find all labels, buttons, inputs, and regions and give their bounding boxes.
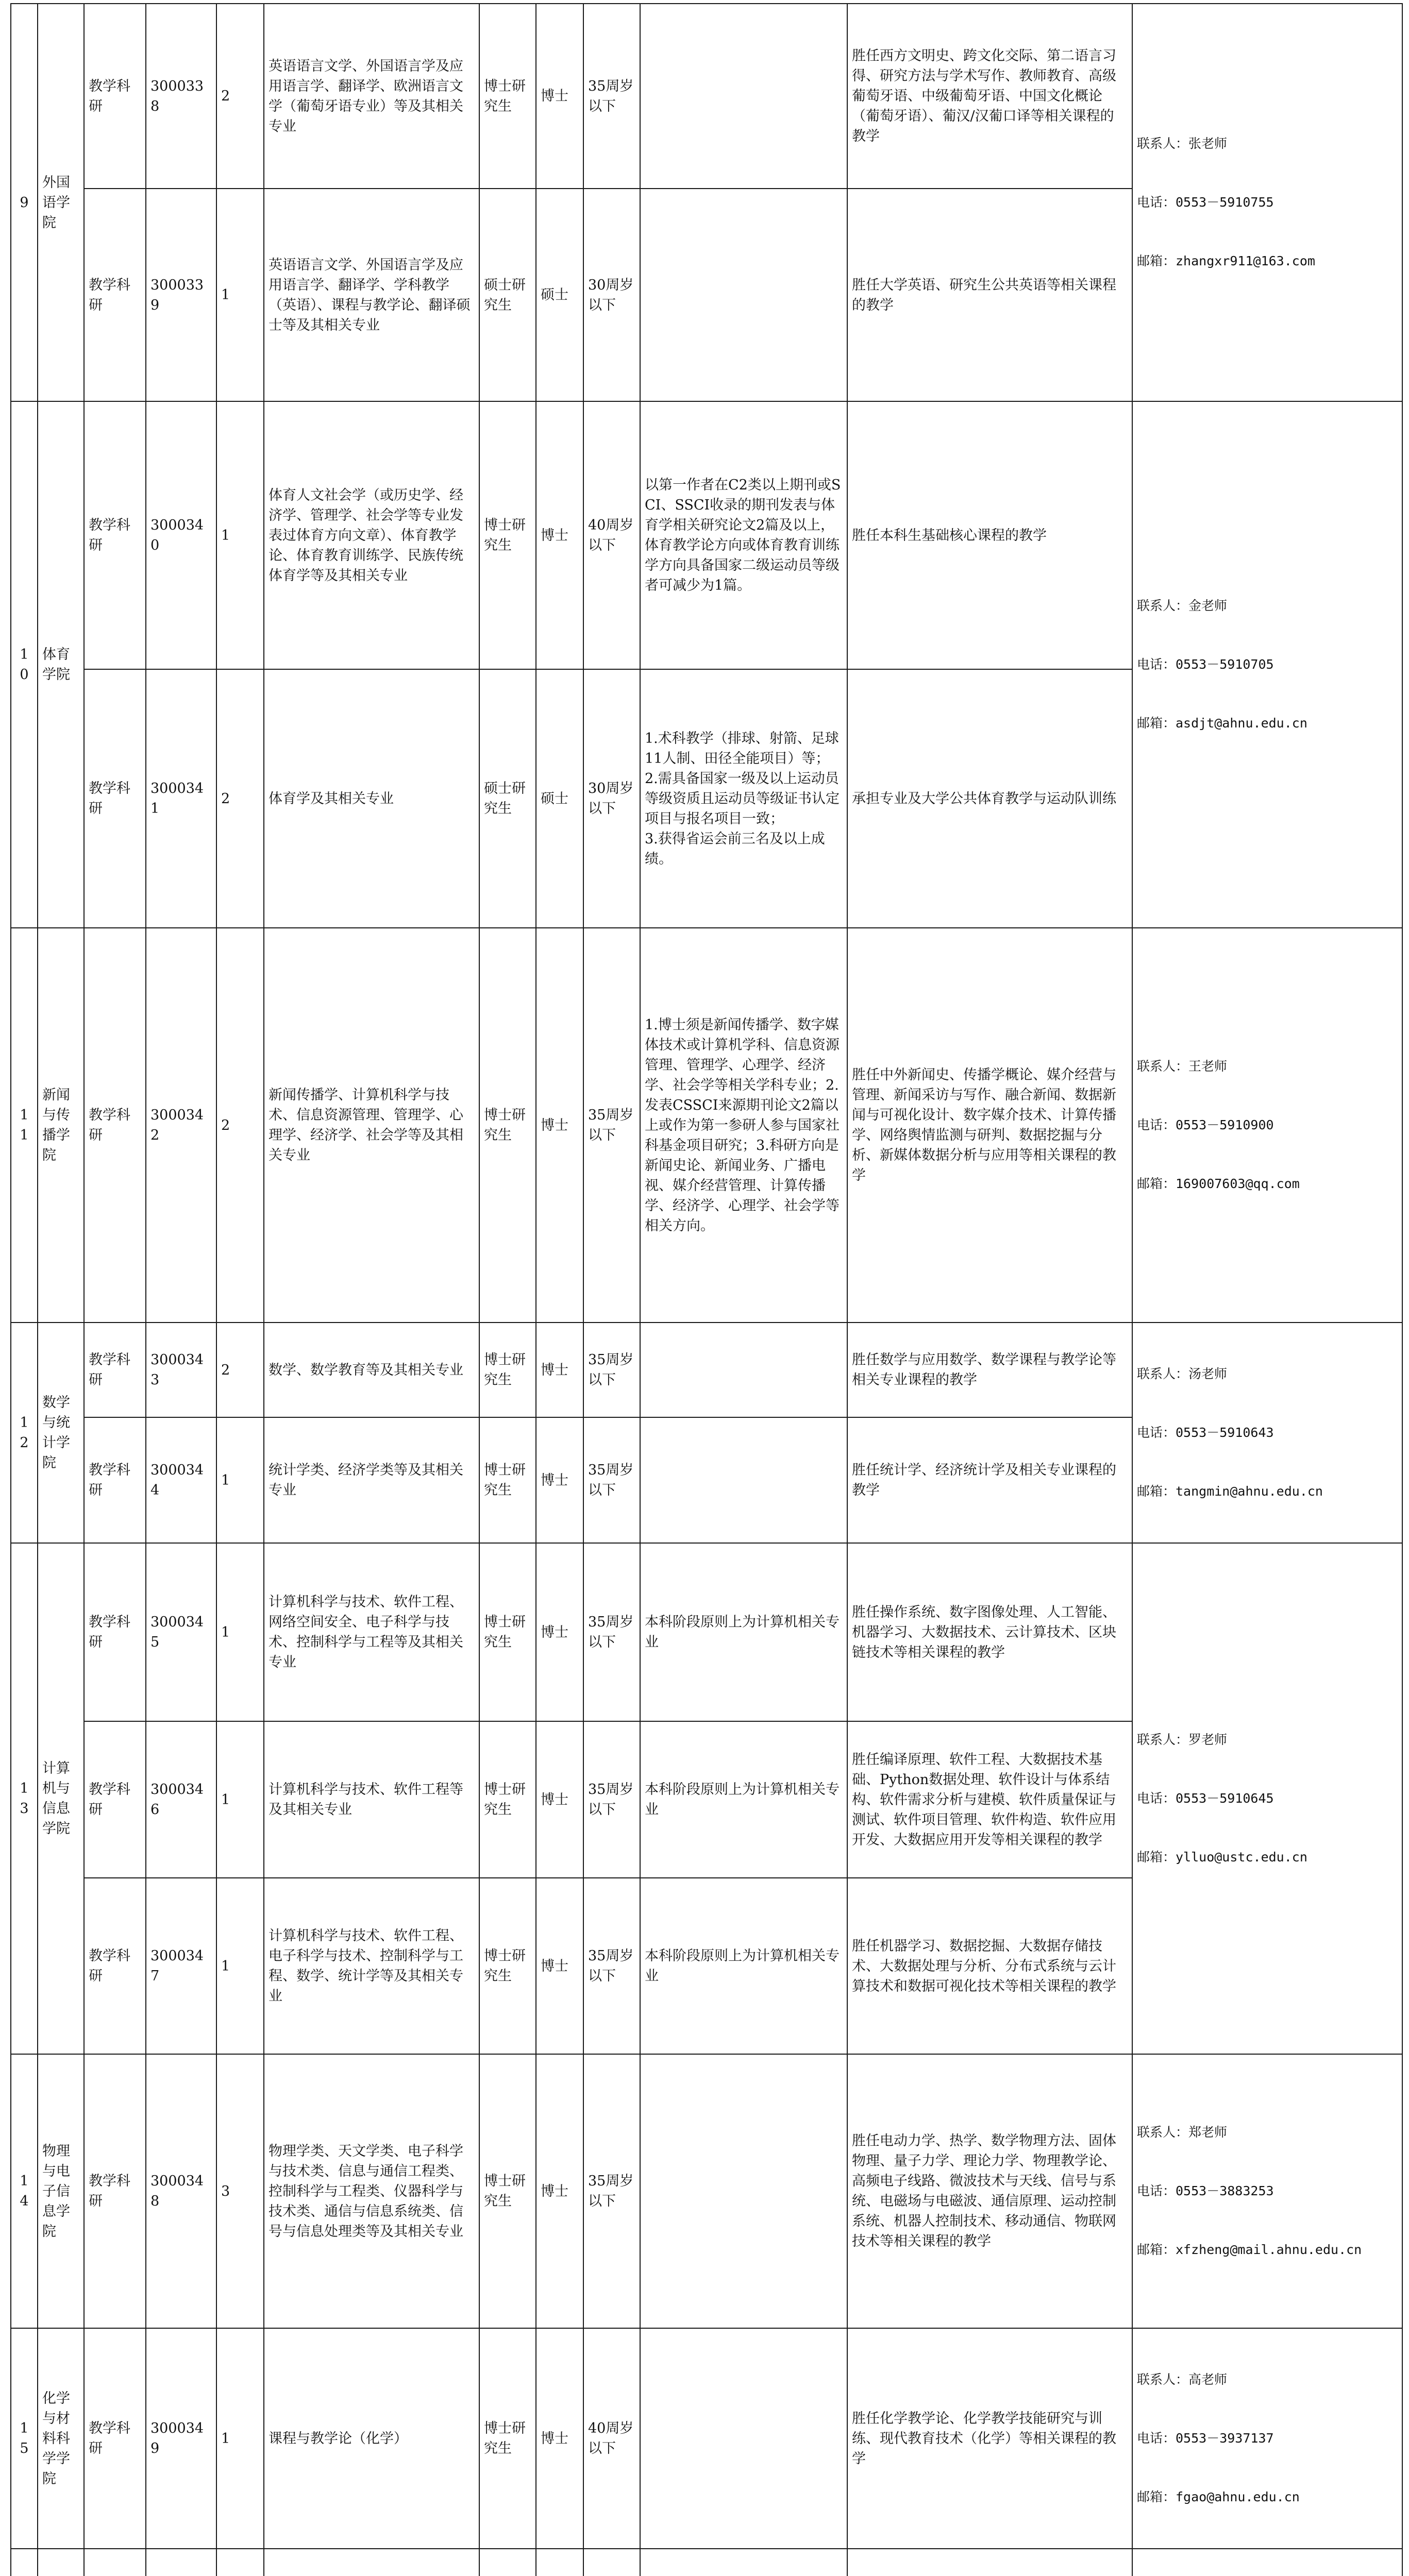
position-code: 3000348: [146, 2054, 216, 2328]
position-code: 3000342: [146, 928, 216, 1323]
recruitment-table: [10, 3, 1403, 2576]
contact-person: 联系人：王老师: [1137, 1059, 1228, 1074]
education-requirement: 硕士研究生: [479, 669, 536, 928]
table-row: [11, 401, 1402, 669]
position-name: 教学科研: [84, 669, 146, 928]
contact-info: [1132, 2054, 1402, 2328]
degree-requirement: 博士: [536, 4, 583, 189]
hiring-count: 1: [216, 189, 264, 401]
contact-person: 联系人：高老师: [1137, 2372, 1228, 2387]
table-row: [11, 4, 1402, 189]
position-name: 教学科研: [84, 1543, 146, 1721]
contact-phone: 电话：0553－5910645: [1137, 1791, 1274, 1806]
job-duties: 胜任化学教学论、化学教学技能研究与训练、现代教育技术（化学）等相关课程的教学: [847, 2328, 1132, 2549]
age-requirement: 35周岁以下: [583, 4, 640, 189]
other-requirement: [640, 1323, 847, 1417]
major-requirement: [264, 2549, 479, 2576]
degree-requirement: 博士: [536, 401, 583, 669]
job-duties: 胜任中外新闻史、传播学概论、媒介经营与管理、新闻采访与写作、融合新闻、数据新闻与可视化设计、数字媒介技术、计算传播学、网络舆情监测与研判、数据挖掘与分析、新媒体数据分析与应用等相关课程的教学: [847, 928, 1132, 1323]
contact-person: 联系人：汤老师: [1137, 1366, 1228, 1381]
row-number: 11: [11, 928, 38, 1323]
degree-requirement: 博士: [536, 1878, 583, 2054]
education-requirement: 博士研究生: [479, 1878, 536, 2054]
education-requirement: 博士研究生: [479, 4, 536, 189]
position-name: 教学科研: [84, 401, 146, 669]
contact-person: 联系人：郑老师: [1137, 2125, 1228, 2140]
row-number: 15: [11, 2328, 38, 2549]
hiring-count: 3: [216, 2054, 264, 2328]
age-requirement: 30周岁以下: [583, 669, 640, 928]
job-duties: 胜任电动力学、热学、数学物理方法、固体物理、量子力学、理论力学、物理教学论、高频电子线路、微波技术与天线、信号与系统、电磁场与电磁波、通信原理、运动控制系统、机器人控制技术、移动通信、物联网技术等相关课程的教学: [847, 2054, 1132, 2328]
major-requirement: 课程与教学论（化学）: [264, 2328, 479, 2549]
other-requirement: 本科阶段原则上为计算机相关专业: [640, 1543, 847, 1721]
age-requirement: [583, 2549, 640, 2576]
hiring-count: 1: [216, 401, 264, 669]
hiring-count: 2: [216, 669, 264, 928]
unit-name: 计算机与信息学院: [38, 1543, 84, 2054]
major-requirement: 新闻传播学、计算机科学与技术、信息资源管理、管理学、心理学、经济学、社会学等及其相关专业: [264, 928, 479, 1323]
position-name: 教学科研: [84, 2328, 146, 2549]
degree-requirement: 博士: [536, 1543, 583, 1721]
education-requirement: 博士研究生: [479, 1543, 536, 1721]
job-duties: 胜任数学与应用数学、数学课程与教学论等相关专业课程的教学: [847, 1323, 1132, 1417]
hiring-count: 1: [216, 1417, 264, 1543]
unit-name: [38, 2549, 84, 2576]
job-duties: 胜任本科生基础核心课程的教学: [847, 401, 1132, 669]
contact-info: [1132, 401, 1402, 928]
job-duties: 胜任机器学习、数据挖掘、大数据存储技术、大数据处理与分析、分布式系统与云计算技术和数据可视化技术等相关课程的教学: [847, 1878, 1132, 2054]
position-code: 3000343: [146, 1323, 216, 1417]
age-requirement: 35周岁以下: [583, 1878, 640, 2054]
education-requirement: 博士研究生: [479, 928, 536, 1323]
position-code: 3000340: [146, 401, 216, 669]
hiring-count: 1: [216, 1721, 264, 1878]
age-requirement: 35周岁以下: [583, 1543, 640, 1721]
table-row: [11, 2054, 1402, 2328]
contact-phone: 电话：0553－5910705: [1137, 657, 1274, 672]
age-requirement: 30周岁以下: [583, 189, 640, 401]
other-requirement: [640, 2328, 847, 2549]
position-code: 3000349: [146, 2328, 216, 2549]
other-requirement: [640, 4, 847, 189]
contact-email[interactable]: 邮箱：fgao@ahnu.edu.cn: [1137, 2489, 1300, 2504]
education-requirement: 博士研究生: [479, 2054, 536, 2328]
position-name: 教学科研: [84, 2054, 146, 2328]
unit-name: 体育学院: [38, 401, 84, 928]
row-number: 13: [11, 1543, 38, 2054]
major-requirement: 计算机科学与技术、软件工程等及其相关专业: [264, 1721, 479, 1878]
table-row: [11, 1543, 1402, 1721]
position-name: 教学科研: [84, 1323, 146, 1417]
table-row: [11, 2328, 1402, 2549]
education-requirement: 博士研究生: [479, 1323, 536, 1417]
degree-requirement: [536, 2549, 583, 2576]
unit-name: 物理与电子信息学院: [38, 2054, 84, 2328]
degree-requirement: 博士: [536, 2328, 583, 2549]
degree-requirement: 博士: [536, 1721, 583, 1878]
contact-info: [1132, 1543, 1402, 2054]
education-requirement: 硕士研究生: [479, 189, 536, 401]
position-name: 教学科研: [84, 189, 146, 401]
age-requirement: 35周岁以下: [583, 1417, 640, 1543]
major-requirement: 数学、数学教育等及其相关专业: [264, 1323, 479, 1417]
hiring-count: 1: [216, 1543, 264, 1721]
contact-email[interactable]: 邮箱：169007603@qq.com: [1137, 1176, 1300, 1191]
job-duties: [847, 2549, 1132, 2576]
job-duties: 胜任西方文明史、跨文化交际、第二语言习得、研究方法与学术写作、教师教育、高级葡萄牙语、中级葡萄牙语、中国文化概论（葡萄牙语）、葡汉/汉葡口译等相关课程的教学: [847, 4, 1132, 189]
major-requirement: 英语语言文学、外国语言学及应用语言学、翻译学、学科教学（英语）、课程与教学论、翻译硕士等及其相关专业: [264, 189, 479, 401]
degree-requirement: 博士: [536, 928, 583, 1323]
position-code: 3000339: [146, 189, 216, 401]
position-code: 3000347: [146, 1878, 216, 2054]
other-requirement: [640, 2549, 847, 2576]
other-requirement: [640, 2054, 847, 2328]
contact-email[interactable]: 邮箱：zhangxr911@163.com: [1137, 253, 1315, 268]
other-requirement: 本科阶段原则上为计算机相关专业: [640, 1721, 847, 1878]
row-number: 12: [11, 1323, 38, 1543]
age-requirement: 35周岁以下: [583, 928, 640, 1323]
position-name: 教学科研: [84, 1878, 146, 2054]
contact-email[interactable]: 邮箱：xfzheng@mail.ahnu.edu.cn: [1137, 2242, 1362, 2257]
row-number: [11, 2549, 38, 2576]
position-code: 3000338: [146, 4, 216, 189]
major-requirement: 计算机科学与技术、软件工程、网络空间安全、电子科学与技术、控制科学与工程等及其相关专业: [264, 1543, 479, 1721]
hiring-count: 1: [216, 2328, 264, 2549]
contact-info: [1132, 2549, 1402, 2576]
degree-requirement: 硕士: [536, 189, 583, 401]
age-requirement: 35周岁以下: [583, 1323, 640, 1417]
major-requirement: 物理学类、天文学类、电子科学与技术类、信息与通信工程类、控制科学与工程类、仪器科学与技术类、通信与信息系统类、信号与信息处理类等及其相关专业: [264, 2054, 479, 2328]
major-requirement: 体育学及其相关专业: [264, 669, 479, 928]
other-requirement: 1.博士须是新闻传播学、数字媒体技术或计算机学科、信息资源管理、管理学、心理学、经济学、社会学等相关学科专业；2.发表CSSCI来源期刊论文2篇以上或作为第一参研人参与国家社科基金项目研究；3.科研方向是新闻史论、新闻业务、广播电视、媒介经营管理、计算传播学、经济学、心理学、社会学等相关方向。: [640, 928, 847, 1323]
position-code: 3000345: [146, 1543, 216, 1721]
position-name: 教学科研: [84, 928, 146, 1323]
table-row: [11, 928, 1402, 1323]
degree-requirement: 博士: [536, 1417, 583, 1543]
unit-name: 化学与材料科学学院: [38, 2328, 84, 2549]
job-duties: 胜任大学英语、研究生公共英语等相关课程的教学: [847, 189, 1132, 401]
contact-person: 联系人：金老师: [1137, 598, 1228, 613]
contact-info: [1132, 1323, 1402, 1543]
major-requirement: 英语语言文学、外国语言学及应用语言学、翻译学、欧洲语言文学（葡萄牙语专业）等及其相关专业: [264, 4, 479, 189]
position-name: [84, 2549, 146, 2576]
position-name: 教学科研: [84, 4, 146, 189]
job-duties: 胜任编译原理、软件工程、大数据技术基础、Python数据处理、软件设计与体系结构、软件需求分析与建模、软件质量保证与测试、软件项目管理、软件构造、软件应用开发、大数据应用开发等相关课程的教学: [847, 1721, 1132, 1878]
other-requirement: 1.术科教学（排球、射箭、足球11人制、田径全能项目）等； 2.需具备国家一级及以上运动员等级资质且运动员等级证书认定项目与报名项目一致； 3.获得省运会前三名及以上成绩。: [640, 669, 847, 928]
hiring-count: 1: [216, 1878, 264, 2054]
education-requirement: 博士研究生: [479, 2328, 536, 2549]
contact-person: 联系人：罗老师: [1137, 1732, 1228, 1747]
education-requirement: 博士研究生: [479, 1721, 536, 1878]
hiring-count: [216, 2549, 264, 2576]
position-name: 教学科研: [84, 1417, 146, 1543]
age-requirement: 35周岁以下: [583, 2054, 640, 2328]
contact-email[interactable]: 邮箱：tangmin@ahnu.edu.cn: [1137, 1484, 1323, 1499]
major-requirement: 统计学类、经济学类等及其相关专业: [264, 1417, 479, 1543]
contact-phone: 电话：0553－5910900: [1137, 1117, 1274, 1132]
row-number: 10: [11, 401, 38, 928]
row-number: 9: [11, 4, 38, 401]
other-requirement: 以第一作者在C2类以上期刊或SCI、SSCI收录的期刊发表与体育学相关研究论文2篇及以上，体育教学论方向或体育教育训练学方向具备国家二级运动员等级者可减少为1篇。: [640, 401, 847, 669]
education-requirement: [479, 2549, 536, 2576]
major-requirement: 体育人文社会学（或历史学、经济学、管理学、社会学等专业发表过体育方向文章）、体育教学论、体育教育训练学、民族传统体育学等及其相关专业: [264, 401, 479, 669]
education-requirement: 博士研究生: [479, 1417, 536, 1543]
major-requirement: 计算机科学与技术、软件工程、电子科学与技术、控制科学与工程、数学、统计学等及其相关专业: [264, 1878, 479, 2054]
contact-email[interactable]: 邮箱：ylluo@ustc.edu.cn: [1137, 1850, 1307, 1865]
contact-email[interactable]: 邮箱：asdjt@ahnu.edu.cn: [1137, 716, 1307, 731]
degree-requirement: 硕士: [536, 669, 583, 928]
hiring-count: 2: [216, 4, 264, 189]
unit-name: 外国语学院: [38, 4, 84, 401]
age-requirement: 40周岁以下: [583, 2328, 640, 2549]
age-requirement: 35周岁以下: [583, 1721, 640, 1878]
position-code: [146, 2549, 216, 2576]
contact-phone: 电话：0553－3937137: [1137, 2431, 1274, 2446]
contact-info: [1132, 2328, 1402, 2549]
other-requirement: 本科阶段原则上为计算机相关专业: [640, 1878, 847, 2054]
job-duties: 承担专业及大学公共体育教学与运动队训练: [847, 669, 1132, 928]
contact-phone: 电话：0553－5910643: [1137, 1425, 1274, 1440]
unit-name: 数学与统计学院: [38, 1323, 84, 1543]
table-row: [11, 1323, 1402, 1417]
position-name: 教学科研: [84, 1721, 146, 1878]
education-requirement: 博士研究生: [479, 401, 536, 669]
job-duties: 胜任操作系统、数字图像处理、人工智能、机器学习、大数据技术、云计算技术、区块链技术等相关课程的教学: [847, 1543, 1132, 1721]
row-number: 14: [11, 2054, 38, 2328]
age-requirement: 40周岁以下: [583, 401, 640, 669]
position-code: 3000344: [146, 1417, 216, 1543]
degree-requirement: 博士: [536, 1323, 583, 1417]
other-requirement: [640, 1417, 847, 1543]
hiring-count: 2: [216, 1323, 264, 1417]
position-code: 3000341: [146, 669, 216, 928]
position-code: 3000346: [146, 1721, 216, 1878]
contact-info: [1132, 928, 1402, 1323]
unit-name: 新闻与传播学院: [38, 928, 84, 1323]
other-requirement: [640, 189, 847, 401]
contact-phone: 电话：0553－3883253: [1137, 2183, 1274, 2198]
contact-person: 联系人：张老师: [1137, 136, 1228, 151]
degree-requirement: 博士: [536, 2054, 583, 2328]
hiring-count: 2: [216, 928, 264, 1323]
job-duties: 胜任统计学、经济统计学及相关专业课程的教学: [847, 1417, 1132, 1543]
contact-phone: 电话：0553－5910755: [1137, 195, 1274, 210]
table-row: [11, 2549, 1402, 2576]
contact-info: [1132, 4, 1402, 401]
